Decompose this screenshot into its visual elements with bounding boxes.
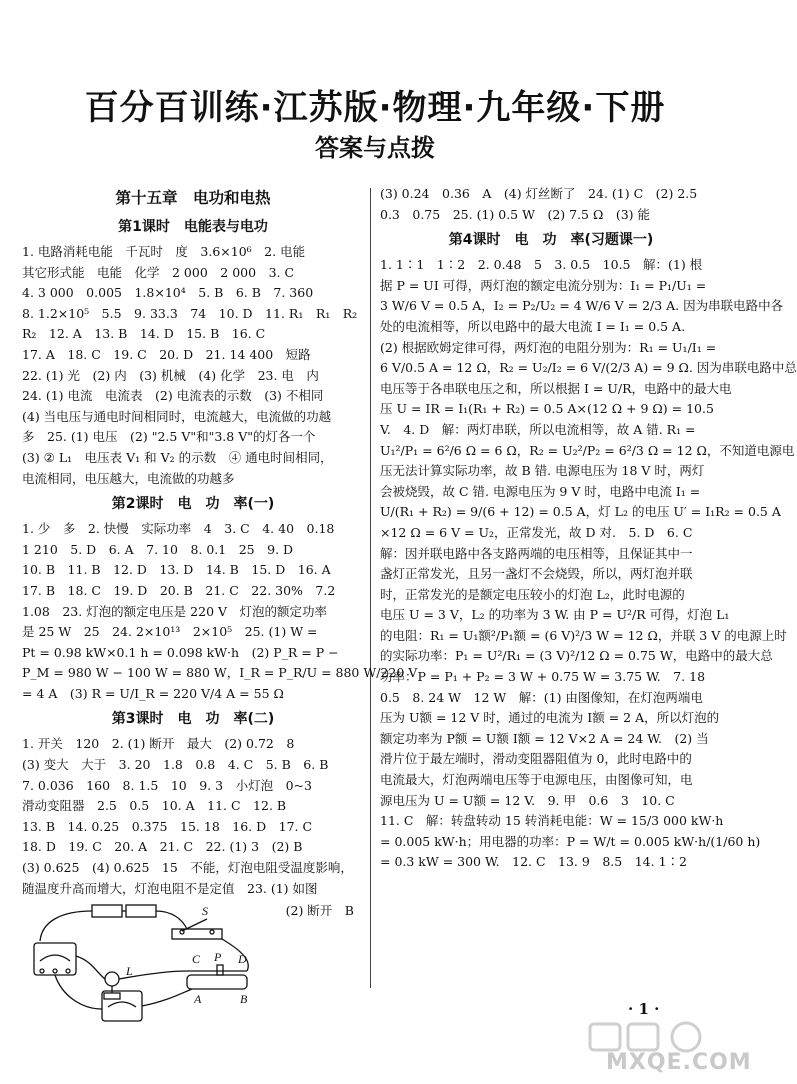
answer-line: ×12 Ω = 6 V = U₂，正常发光，故 D 对. 5. D 6. C xyxy=(380,524,693,540)
answer-line: 1 210 5. D 6. A 7. 10 8. 0.1 25 9. D xyxy=(22,541,294,557)
answer-line: 18. D 19. C 20. A 21. C 22. (1) 3 (2) B xyxy=(22,839,303,855)
label-a: A xyxy=(194,992,202,1007)
answer-line: 22. (1) 光 (2) 内 (3) 机械 (4) 化学 23. 电 内 xyxy=(22,367,319,383)
answer-line: 其它形式能 电能 化学 2 000 2 000 3. C xyxy=(22,264,295,280)
lesson4-body xyxy=(380,255,797,873)
answer-line: (3) 0.625 (4) 0.625 15 不能，灯泡电阻受温度影响， xyxy=(22,860,353,876)
answer-line: 1. 少 多 2. 快慢 实际功率 4 3. C 4. 40 0.18 xyxy=(22,521,335,537)
answer-line: 是 25 W 25 24. 2×10¹³ 2×10⁵ 25. (1) W = xyxy=(22,624,318,640)
rheostat xyxy=(187,975,247,989)
answer-line: 盏灯正常发光，且另一盏灯不会烧毁，所以，两灯泡并联 xyxy=(380,566,693,582)
label-lamp: L xyxy=(126,964,133,979)
lamp xyxy=(105,972,119,986)
answer-line: 电压 U = 3 V，L₂ 的功率为 3 W. 由 P = U²/R 可得，灯泡 L₁ xyxy=(380,607,730,623)
answer-line: 3 W/6 V = 0.5 A，I₂ = P₂/U₂ = 4 W/6 V = 2/3 A. 因为串联电路中各 xyxy=(380,298,784,314)
answer-line: 额定功率为 P额 = U额 I额 = 12 V×2 A = 24 W. (2) 当 xyxy=(380,730,709,746)
answer-line: 11. C 解：转盘转动 15 转消耗电能：W = 15/3 000 kW·h xyxy=(380,813,724,829)
answer-line: = 4 A (3) R = U/I_R = 220 V/4 A = 55 Ω xyxy=(22,685,284,701)
left-column xyxy=(22,184,418,1025)
answer-line: (2) 根据欧姆定律可得，两灯泡的电阻分别为：R₁ = U₁/I₁ = xyxy=(380,339,717,355)
answer-line: = 0.3 kW = 300 W. 12. C 13. 9 8.5 14. 1∶2 xyxy=(380,854,687,870)
answer-line: 滑动变阻器 2.5 0.5 10. A 11. C 12. B xyxy=(22,798,287,814)
answer-line: 电流最大，灯泡两端电压等于电源电压，由图像可知，电 xyxy=(380,772,693,788)
lesson3-title: 第3课时 电 功 率(二) xyxy=(111,711,275,728)
label-c: C xyxy=(192,952,201,967)
answer-line: 压为 U额 = 12 V 时，通过的电流为 I额 = 2 A，所以灯泡的 xyxy=(380,710,720,726)
answer-line: 0.3 0.75 25. (1) 0.5 W (2) 7.5 Ω (3) 能 xyxy=(380,206,651,222)
answer-line: 4. 3 000 0.005 1.8×10⁴ 5. B 6. B 7. 360 xyxy=(22,285,314,301)
figure-note: (2) 断开 B xyxy=(285,903,354,919)
lesson3-body xyxy=(22,734,364,899)
answer-line: U/(R₁ + R₂) = 9/(6 + 12) = 0.5 A，灯 L₂ 的电压 U′ = I₁R₂ = 0.5 A xyxy=(380,504,781,520)
answer-line: 1. 电路消耗电能 千瓦时 度 3.6×10⁶ 2. 电能 xyxy=(22,244,306,259)
ammeter xyxy=(102,991,142,1021)
answer-line: 随温度升高而增大，灯泡电阻不是定值 23. (1) 如图 xyxy=(22,880,318,896)
answer-line: 会被烧毁，故 C 错. 电源电压为 9 V 时，电路中电流 I₁ = xyxy=(380,483,701,499)
answer-line: 多 25. (1) 电压 (2) "2.5 V"和"3.8 V"的灯各一个 xyxy=(22,429,316,445)
answer-line: 7. 0.036 160 8. 1.5 10 9. 3 小灯泡 0~3 xyxy=(22,777,312,793)
answer-line: 24. (1) 电流 电流表 (2) 电流表的示数 (3) 不相同 xyxy=(22,388,324,404)
column-divider xyxy=(370,188,371,988)
watermark-text: MXQE.COM xyxy=(606,1050,752,1075)
answer-line: 17. A 18. C 19. C 20. D 21. 14 400 短路 xyxy=(22,346,311,362)
battery-cell xyxy=(92,905,122,917)
circuit-figure xyxy=(22,901,364,1025)
answer-line: (4) 当电压与通电时间相同时，电流越大，电流做的功越 xyxy=(22,408,332,424)
answer-line: = 0.005 kW·h；用电器的功率：P = W/t = 0.005 kW·h/(1/60 h) xyxy=(380,833,761,849)
label-d: D xyxy=(238,952,247,967)
answer-line: (3) 0.24 0.36 A (4) 灯丝断了 24. (1) C (2) 2.5 xyxy=(380,186,698,201)
label-switch: S xyxy=(202,904,208,919)
label-b: B xyxy=(240,992,248,1007)
book-title: 百分百训练·江苏版·物理·九年级·下册 xyxy=(84,88,666,128)
answer-line: R₂ 12. A 13. B 14. D 15. B 16. C xyxy=(22,326,266,342)
answer-line: 的电阻：R₁ = U₁额²/P₁额 = (6 V)²/3 W = 12 Ω，并联 3 V 的电源上时 xyxy=(380,627,787,643)
lesson2-title: 第2课时 电 功 率(一) xyxy=(111,496,275,513)
answer-line: 电流相同，电压越大，电流做的功越多 xyxy=(22,470,235,486)
answer-line: 解：因并联电路中各支路两端的电压相等，且保证其中一 xyxy=(380,545,693,561)
page-number: · 1 · xyxy=(628,1000,660,1018)
answer-line: 的实际功率：P₁ = U²/R₁ = (3 V)²/12 Ω = 0.75 W，电路中的最大总 xyxy=(380,648,773,664)
answer-line: U₁²/P₁ = 6²/6 Ω = 6 Ω，R₂ = U₂²/P₂ = 6²/3 Ω = 12 Ω，不知道电源电 xyxy=(380,442,795,458)
switch-base xyxy=(172,929,222,939)
answer-line: 17. B 18. C 19. D 20. B 21. C 22. 30% 7.2 xyxy=(22,582,336,598)
answer-line: 1. 1∶1 1∶2 2. 0.48 5 3. 0.5 10.5 解：(1) 根 xyxy=(380,257,703,273)
answer-line: 源电压为 U = U额 = 12 V. 9. 甲 0.6 3 10. C xyxy=(380,792,675,808)
answer-line: 0.5 8. 24 W 12 W 解：(1) 由图像知，在灯泡两端电 xyxy=(380,689,703,705)
answer-line: 处的电流相等，所以电路中的最大电流 I = I₁ = 0.5 A. xyxy=(380,318,686,334)
lesson1-body xyxy=(22,242,364,489)
answer-line: 据 P = UI 可得，两灯泡的额定电流分别为：I₁ = P₁/U₁ = xyxy=(380,277,707,293)
answer-line: 13. B 14. 0.25 0.375 15. 18 16. D 17. C xyxy=(22,818,313,834)
chapter-title: 第十五章 电功和电热 xyxy=(115,189,271,207)
answer-line: (3) 变大 大于 3. 20 1.8 0.8 4. C 5. B 6. B xyxy=(22,757,329,773)
right-column xyxy=(380,184,797,873)
answer-line: 电压等于各串联电压之和，所以根据 I = U/R，电路中的最大电 xyxy=(380,380,732,396)
answer-line: 1. 开关 120 2. (1) 断开 最大 (2) 0.72 8 xyxy=(22,736,295,752)
battery-cell xyxy=(126,905,156,917)
answer-line: 1.08 23. 灯泡的额定电压是 220 V 灯泡的额定功率 xyxy=(22,603,328,619)
answer-line: 10. B 11. B 12. D 13. D 14. B 15. D 16. A xyxy=(22,562,331,578)
answer-line: 功率：P = P₁ + P₂ = 3 W + 0.75 W = 3.75 W. 7. 18 xyxy=(380,669,706,685)
answer-line: 滑片位于最左端时，滑动变阻器阻值为 0，此时电路中的 xyxy=(380,751,692,767)
answer-line: 时，正常发光的是额定电压较小的灯泡 L₂，此时电源的 xyxy=(380,586,685,602)
section-subtitle: 答案与点拨 xyxy=(315,134,435,162)
lesson4-title: 第4课时 电 功 率(习题课一) xyxy=(448,232,654,249)
circuit-diagram xyxy=(22,901,322,1025)
lesson2-body xyxy=(22,519,418,704)
lesson1-title: 第1课时 电能表与电功 xyxy=(118,219,268,235)
answer-line: 压无法计算实际功率，故 B 错. 电源电压为 18 V 时，两灯 xyxy=(380,463,705,479)
answer-line: 8. 1.2×10⁵ 5.5 9. 33.3 74 10. D 11. R₁ R₁ R₂ xyxy=(22,305,358,321)
answer-line: Pt = 0.98 kW×0.1 h = 0.098 kW·h (2) P_R = P − xyxy=(22,644,339,660)
answer-line: (3) ② L₁ 电压表 V₁ 和 V₂ 的示数 ④ 通电时间相同， xyxy=(22,449,333,465)
label-p: P xyxy=(214,950,222,965)
answer-line: 压 U = IR = I₁(R₁ + R₂) = 0.5 A×(12 Ω + 9 Ω) = 10.5 xyxy=(380,401,714,417)
answer-line: P_M = 980 W − 100 W = 880 W，I_R = P_R/U = 880 W/220 V xyxy=(22,665,418,681)
answer-line: V. 4. D 解：两灯串联，所以电流相等，故 A 错. R₁ = xyxy=(380,421,696,437)
answer-line: 6 V/0.5 A = 12 Ω，R₂ = U₂/I₂ = 6 V/(2/3 A) = 9 Ω. 因为串联电路中总 xyxy=(380,360,797,376)
